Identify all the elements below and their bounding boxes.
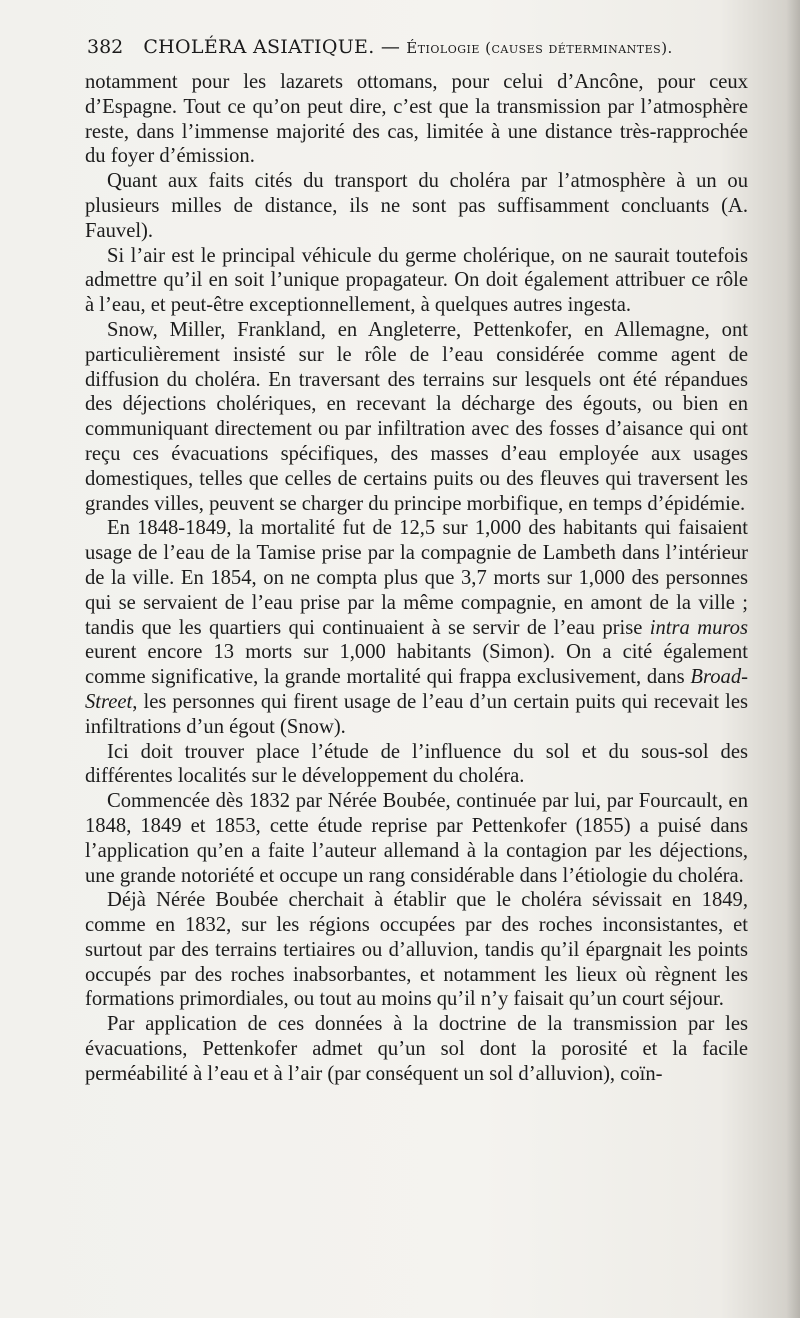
paragraph-3: Si l’air est le principal véhicule du germe cholérique, on ne saurait toutefois admettre qu’il en soit l’unique propagateur. On doit également attribuer ce rôle à l’eau, et peut-être exceptionnellement, à quelques autres ingesta. bbox=[85, 244, 748, 317]
page-body bbox=[85, 70, 748, 1087]
running-header bbox=[87, 36, 747, 58]
paragraph-6: Ici doit trouver place l’étude de l’influence du sol et du sous-sol des différentes localités sur le développement du choléra. bbox=[85, 740, 748, 788]
paragraph-2: Quant aux faits cités du transport du choléra par l’atmosphère à un ou plusieurs milles de distance, ils ne sont pas suffisamment concluants (A. Fauvel). bbox=[85, 170, 748, 242]
paragraph-5-italic-b: Broad-Street bbox=[85, 666, 748, 713]
header-title: CHOLÉRA ASIATIQUE. — bbox=[143, 36, 401, 58]
paragraph-5-part-a: En 1848-1849, la mortalité fut de 12,5 sur 1,000 des habitants qui faisaient usage de l’eau de la Tamise prise par la compagnie de Lambeth dans l’intérieur de la ville. En 1854, on ne compta plus que 3,7 morts sur 1,000 des personnes qui se servaient de l’eau prise par la même compagnie, en amont de la ville ; tandis que les quartiers qui continuaient à se servir de l’eau prise bbox=[85, 517, 748, 639]
paragraph-5-part-c: , les personnes qui firent usage de l’eau d’un certain puits qui recevait les infiltrations d’un égout (Snow). bbox=[85, 690, 748, 738]
paragraph-5-part-b: eurent encore 13 morts sur 1,000 habitants (Simon). On a cité également comme significative, la grande mortalité qui frappa exclusivement, dans bbox=[85, 641, 748, 689]
paragraph-7: Commencée dès 1832 par Nérée Boubée, continuée par lui, par Fourcault, en 1848, 1849 et 1853, cette étude reprise par Pettenkofer (1855) a puisé dans l’application qu’en a faite l’auteur allemand à la contagion par les déjections, une grande notoriété et occupe un rang considérable dans l’étiologie du choléra. bbox=[85, 790, 748, 887]
paragraph-9: Par application de ces données à la doctrine de la transmission par les évacuations, Pettenkofer admet qu’un sol dont la porosité et la facile perméabilité à l’eau et à l’air (par conséquent un sol d’alluvion), coïn- bbox=[85, 1013, 748, 1085]
page-number: 382 bbox=[87, 36, 124, 58]
header-section: Étiologie (causes déterminantes). bbox=[406, 39, 673, 57]
page-edge-shadow bbox=[786, 0, 800, 1318]
paragraph-5-italic-a: intra muros bbox=[649, 616, 748, 639]
paragraph-5 bbox=[85, 516, 748, 739]
paragraph-8: Déjà Nérée Boubée cherchait à établir que le choléra sévissait en 1849, comme en 1832, sur les régions occupées par des roches inconsistantes, et surtout par des terrains tertiaires ou d’alluvion, tandis qu’il épargnait les points occupés par des roches inabsorbantes, et notamment les lieux où règnent les formations primordiales, ou tout au moins qu’il n’y faisait qu’un court séjour. bbox=[85, 889, 748, 1011]
paragraph-4: Snow, Miller, Frankland, en Angleterre, Pettenkofer, en Allemagne, ont particulièrement insisté sur le rôle de l’eau considérée comme agent de diffusion du choléra. En traversant des terrains sur lesquels ont été répandues des déjections cholériques, en recevant la décharge des égouts, ou bien en communiquant directement ou par infiltration avec des fosses d’aisance qui ont reçu ces évacuations spécifiques, des masses d’eau employée aux usages domestiques, telles que celles de certains puits ou des fleuves qui traversent les grandes villes, peuvent se charger du principe morbifique, en temps d’épidémie. bbox=[85, 318, 748, 515]
paragraph-1: notamment pour les lazarets ottomans, pour celui d’Ancône, pour ceux d’Espagne. Tout ce qu’on peut dire, c’est que la transmission par l’atmosphère reste, dans l’immense majorité des cas, limitée à une distance très-rapprochée du foyer d’émission. bbox=[85, 71, 748, 168]
